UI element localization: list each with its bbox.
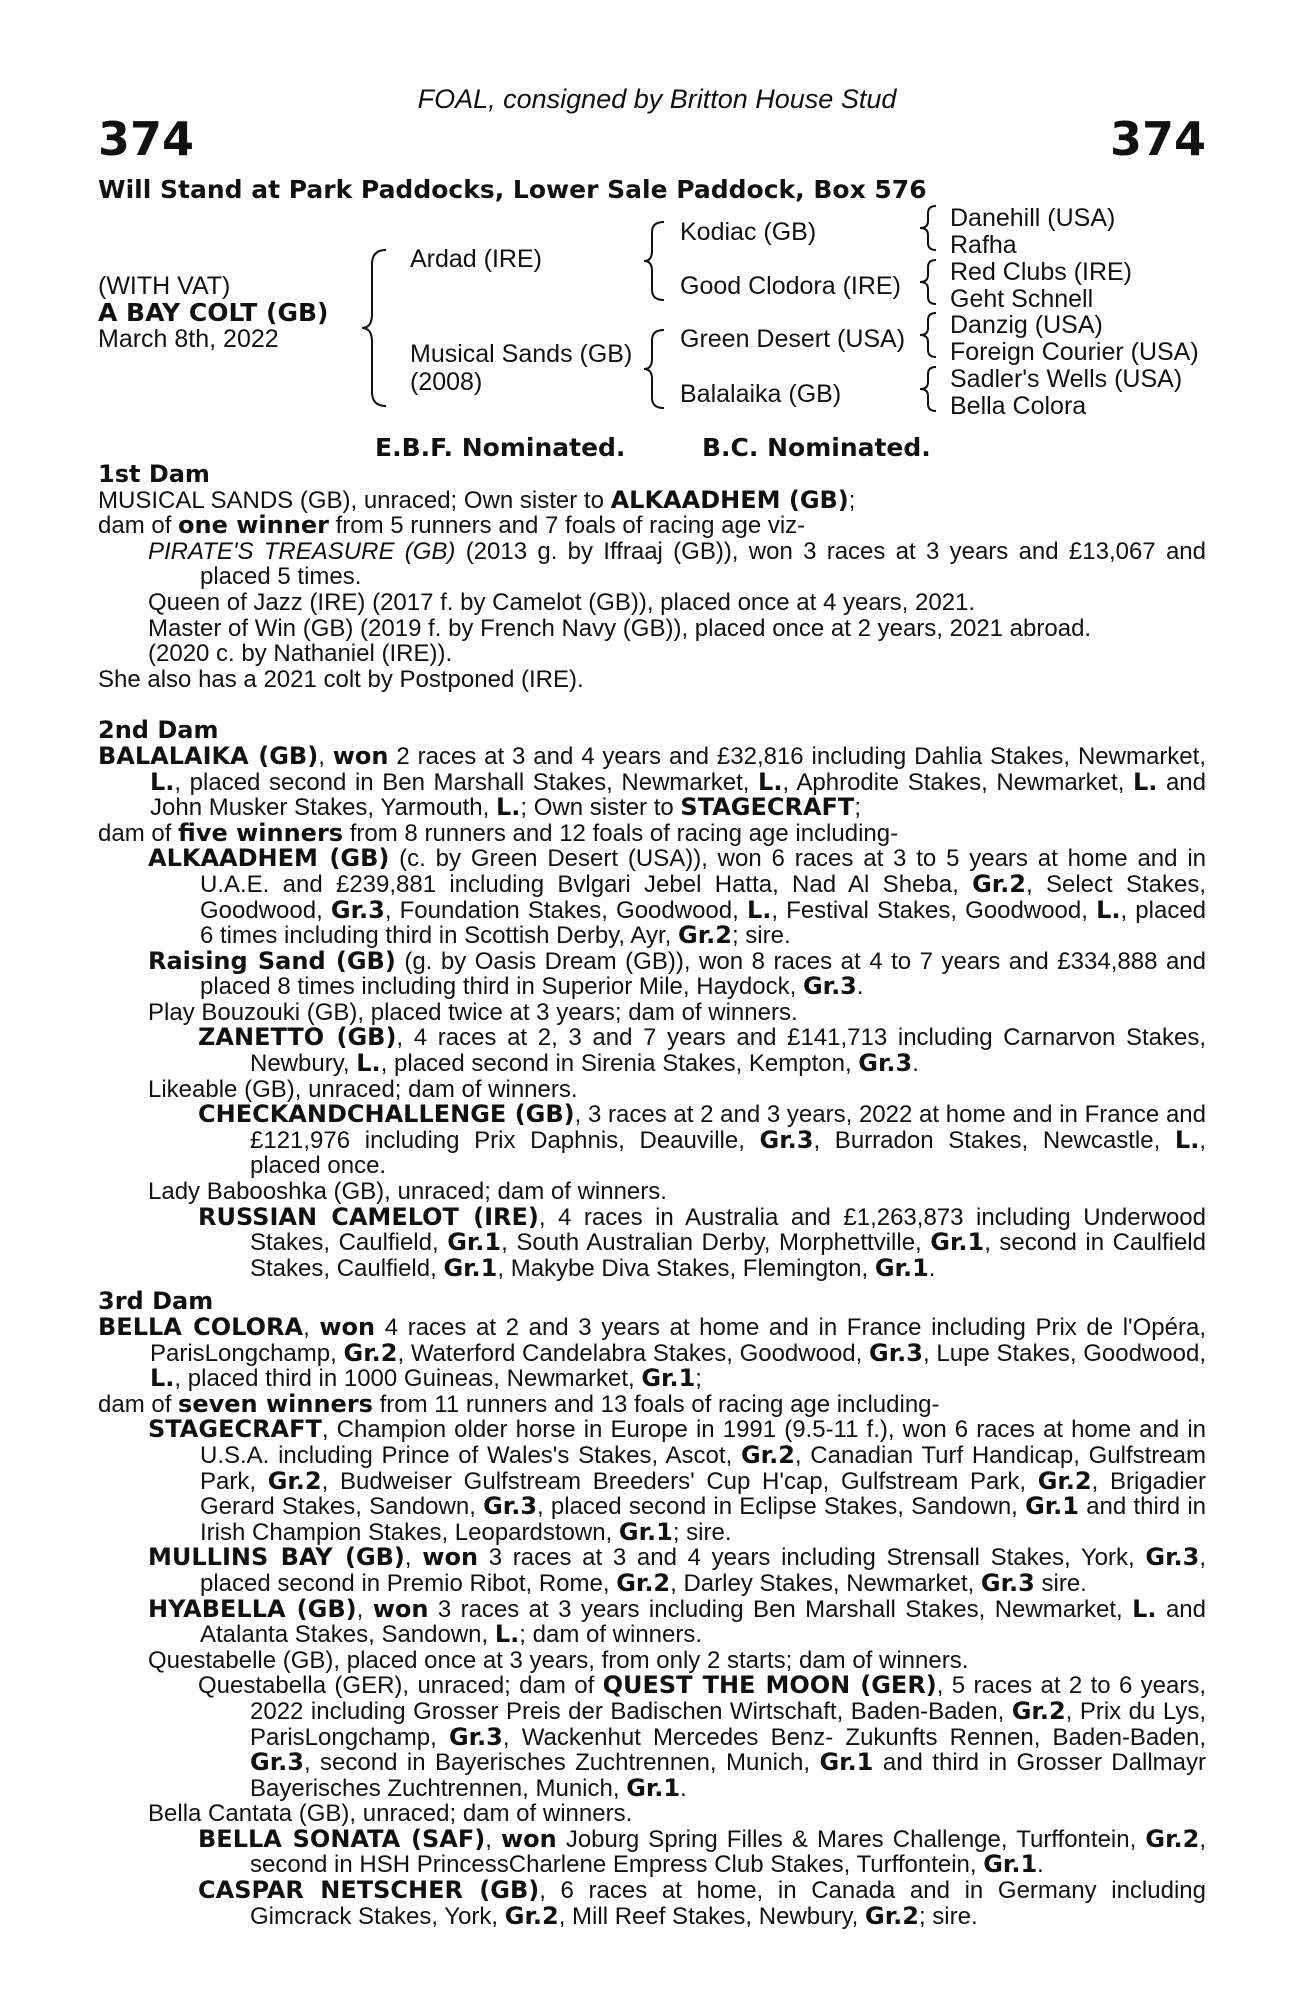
produce-2021-colt <box>98 667 1206 693</box>
produce-questabella <box>98 1673 1206 1801</box>
pedigree-brace-5 <box>918 258 940 306</box>
pedigree-dss: Danzig (USA) <box>950 311 1103 339</box>
produce-checkandchallenge <box>98 1102 1206 1179</box>
first-dam-line-5: Master of Win (GB) (2019 f. by French Navy (GB)), placed once at 2 years, 2021 abroad. <box>148 614 1092 642</box>
second-dam-line-8: CHECKANDCHALLENGE (GB), 3 races at 2 and 3 years, 2022 at home and in France and £121,976 including Prix Daphnis, Deauville, Gr.3, Burradon Stakes, Newcastle, L., placed once. <box>198 1100 1206 1180</box>
produce-zanetto <box>98 1025 1206 1076</box>
produce-play-bouzouki <box>98 1000 1206 1026</box>
stand-location: Will Stand at Park Paddocks, Lower Sale Paddock, Box 576 <box>98 175 927 204</box>
pedigree-brace-2 <box>642 220 668 302</box>
pedigree-sire-dam: Good Clodora (IRE) <box>680 272 901 300</box>
first-dam-line-3: PIRATE'S TREASURE (GB) (2013 g. by Iffraaj (GB)), won 3 races at 3 years and £13,067 and placed 5 times. <box>148 537 1206 591</box>
second-dam-line-9: Lady Babooshka (GB), unraced; dam of winners. <box>148 1178 667 1206</box>
third-dam-line-2: dam of seven winners from 11 runners and 13 foals of racing age including- <box>98 1389 940 1418</box>
produce-record <box>98 462 1206 1929</box>
second-dam-line-5: Play Bouzouki (GB), placed twice at 3 years; dam of winners. <box>148 998 798 1026</box>
second-dam-heading: 2nd Dam <box>98 716 219 745</box>
pedigree-brace-1 <box>360 248 390 408</box>
produce-mullins-bay <box>98 1545 1206 1596</box>
third-dam-heading: 3rd Dam <box>98 1287 214 1316</box>
consignment-line: FOAL, consigned by Britton House Stud <box>417 84 897 114</box>
pedigree-sss: Danehill (USA) <box>950 204 1116 232</box>
produce-russian-camelot <box>98 1202 1206 1282</box>
produce-hyabella <box>98 1594 1206 1649</box>
second-dam-line-10: RUSSIAN CAMELOT (IRE), 4 races in Australia and £1,263,873 including Underwood Stakes, Caulfield, Gr.1, South Australian Derby, Morphettville, Gr.1, second in Caulfield Stakes, Caulfield, Gr.1, Makybe Diva Stakes, Flemington, Gr.1. <box>198 1202 1206 1282</box>
foaling-date: March 8th, 2022 <box>98 325 279 353</box>
pedigree-brace-6 <box>918 311 940 359</box>
pedigree-brace-7 <box>918 365 940 413</box>
produce-questabelle <box>98 1648 1206 1674</box>
second-dam-entry <box>98 741 1207 822</box>
second-dam-line-4: Raising Sand (GB) (g. by Oasis Dream (GB)), won 8 races at 4 to 7 years and £334,888 and placed 8 times including third in Superior Mile, Haydock, Gr.3. <box>148 946 1206 1001</box>
third-dam-line-4: MULLINS BAY (GB), won 3 races at 3 and 4 years including Strensall Stakes, York, Gr.3, placed second in Premio Ribot, Rome, Gr.2, Darley Stakes, Newmarket, Gr.3 sire. <box>148 1543 1206 1597</box>
produce-stagecraft <box>98 1417 1206 1545</box>
third-dam-entry <box>98 1315 1206 1392</box>
second-dam-line-7: Likeable (GB), unraced; dam of winners. <box>148 1075 578 1103</box>
first-dam-entry <box>98 485 1206 514</box>
produce-raising-sand <box>98 946 1206 1001</box>
lot-number-left: 374 <box>98 112 195 166</box>
second-dam-line-2: dam of five winners from 8 runners and 12 foals of racing age including- <box>98 818 899 847</box>
pedigree-ddd: Bella Colora <box>950 392 1087 420</box>
produce-caspar-netscher <box>98 1878 1206 1929</box>
second-dam-produce-summary <box>98 818 1206 847</box>
ebf-nomination: E.B.F. Nominated. <box>375 433 626 462</box>
produce-bella-cantata <box>98 1801 1206 1827</box>
pedigree-dsd: Foreign Courier (USA) <box>950 338 1199 366</box>
pedigree-sdd: Geht Schnell <box>950 285 1094 313</box>
produce-lady-babooshka <box>98 1179 1206 1205</box>
produce-pirates-treasure <box>98 539 1206 590</box>
pedigree-brace-4 <box>918 204 940 252</box>
first-dam-line-7: She also has a 2021 colt by Postponed (IRE). <box>98 665 584 693</box>
third-dam-line-6: Questabelle (GB), placed once at 3 years, from only 2 starts; dam of winners. <box>148 1646 969 1674</box>
first-dam-line-4: Queen of Jazz (IRE) (2017 f. by Camelot (GB)), placed once at 4 years, 2021. <box>148 588 976 616</box>
pedigree-sire-sire: Kodiac (GB) <box>680 218 817 246</box>
first-dam-line-1: MUSICAL SANDS (GB), unraced; Own sister to ALKAADHEM (GB); <box>98 485 856 514</box>
third-dam-line-1: BELLA COLORA, won 4 races at 2 and 3 years at home and in France including Prix de l'Opéra, ParisLongchamp, Gr.2, Waterford Candelabra Stakes, Goodwood, Gr.3, Lupe Stakes, Goodwood, L., placed third in 1000 Guineas, Newmarket, Gr.1; <box>98 1313 1206 1393</box>
vat-note: (WITH VAT) <box>98 272 231 300</box>
pedigree-dam: Musical Sands (GB) <box>410 340 633 368</box>
second-dam-line-3: ALKAADHEM (GB) (c. by Green Desert (USA)), won 6 races at 3 to 5 years at home and in U.A.E. and £239,881 including Bvlgari Jebel Hatta, Nad Al Sheba, Gr.2, Select Stakes, Goodwood, Gr.3, Foundation Stakes, Goodwood, L., Festival Stakes, Goodwood, L., placed 6 times including third in Scottish Derby, Ayr, Gr.2; sire. <box>148 844 1207 950</box>
first-dam-produce-summary <box>98 513 1206 539</box>
first-dam-line-2: dam of one winner from 5 runners and 7 foals of racing age viz- <box>98 511 806 540</box>
lot-number-right: 374 <box>1109 112 1206 166</box>
produce-alkaadhem <box>98 846 1206 948</box>
pedigree-sds: Red Clubs (IRE) <box>950 258 1132 286</box>
third-dam-line-9: BELLA SONATA (SAF), won Joburg Spring Filles & Mares Challenge, Turffontein, Gr.2, second in HSH PrincessCharlene Empress Club Stakes, Turffontein, Gr.1. <box>198 1824 1206 1879</box>
pedigree-ssd: Rafha <box>950 231 1017 259</box>
second-dam-line-6: ZANETTO (GB), 4 races at 2, 3 and 7 years and £141,713 including Carnarvon Stakes, Newbury, L., placed second in Sirenia Stakes, Kempton, Gr.3. <box>198 1023 1206 1078</box>
third-dam-line-5: HYABELLA (GB), won 3 races at 3 years including Ben Marshall Stakes, Newmarket, L. and Atalanta Stakes, Sandown, L.; dam of winners. <box>148 1594 1206 1649</box>
third-dam-line-3: STAGECRAFT, Champion older horse in Europe in 1991 (9.5-11 f.), won 6 races at home and in U.S.A. including Prince of Wales's Stakes, Ascot, Gr.2, Canadian Turf Handicap, Gulfstream Park, Gr.2, Budweiser Gulfstream Breeders' Cup H'cap, Gulfstream Park, Gr.2, Brigadier Gerard Stakes, Sandown, Gr.3, placed second in Eclipse Stakes, Sandown, Gr.1 and third in Irish Champion Stakes, Leopardstown, Gr.1; sire. <box>148 1415 1207 1546</box>
third-dam-produce-summary <box>98 1389 1206 1418</box>
produce-queen-of-jazz <box>98 590 1206 616</box>
lot-title: A BAY COLT (GB) <box>98 298 329 327</box>
pedigree-dam-dam: Balalaika (GB) <box>680 380 842 408</box>
produce-master-of-win <box>98 616 1206 642</box>
pedigree-sire: Ardad (IRE) <box>410 245 542 273</box>
bc-nomination: B.C. Nominated. <box>702 433 931 462</box>
produce-bella-sonata <box>98 1824 1206 1879</box>
pedigree-brace-3 <box>642 328 668 410</box>
pedigree-dam-sire: Green Desert (USA) <box>680 325 906 353</box>
pedigree-dds: Sadler's Wells (USA) <box>950 365 1183 393</box>
second-dam-line-1: BALALAIKA (GB), won 2 races at 3 and 4 years and £32,816 including Dahlia Stakes, Newmarket, L., placed second in Ben Marshall Stakes, Newmarket, L., Aphrodite Stakes, Newmarket, L. and John Musker Stakes, Yarmouth, L.; Own sister to STAGECRAFT; <box>98 741 1207 822</box>
produce-likeable <box>98 1077 1206 1103</box>
third-dam-line-7: Questabella (GER), unraced; dam of QUEST THE MOON (GER), 5 races at 2 to 6 years, 2022 including Grosser Preis der Badischen Wirtschaft, Baden-Baden, Gr.2, Prix du Lys, ParisLongchamp, Gr.3, Wackenhut Mercedes Benz- Zukunfts Rennen, Baden-Baden, Gr.3, second in Bayerisches Zuchtrennen, Munich, Gr.1 and third in Grosser Dallmayr Bayerisches Zuchtrennen, Munich, Gr.1. <box>198 1671 1206 1802</box>
first-dam-heading: 1st Dam <box>98 460 210 488</box>
pedigree-dam-year: (2008) <box>410 368 483 396</box>
first-dam-line-6: (2020 c. by Nathaniel (IRE)). <box>148 640 453 668</box>
produce-2020-colt <box>98 641 1206 667</box>
third-dam-line-10: CASPAR NETSCHER (GB), 6 races at home, in Canada and in Germany including Gimcrack Stakes, York, Gr.2, Mill Reef Stakes, Newbury, Gr.2; sire. <box>198 1876 1206 1930</box>
third-dam-line-8: Bella Cantata (GB), unraced; dam of winners. <box>148 1800 633 1828</box>
